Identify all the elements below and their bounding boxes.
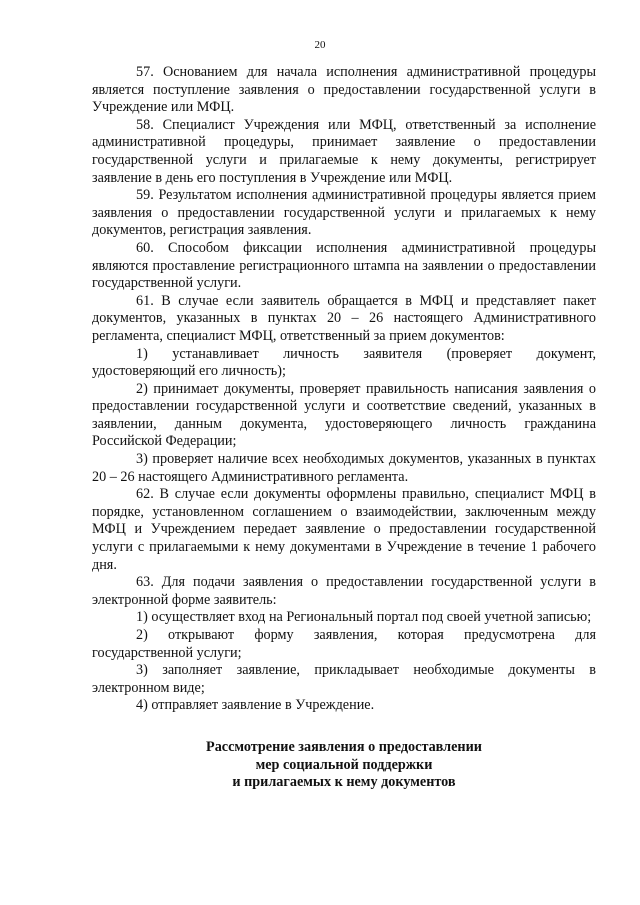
list-item-61-1: 1) устанавливает личность заявителя (проверяет документ, удостоверяющий его личность);: [92, 345, 596, 380]
list-item-63-3: 3) заполняет заявление, прикладывает необходимые документы в электронном виде;: [92, 662, 596, 696]
list-item-61-3: 3) проверяет наличие всех необходимых документов, указанных в пунктах 20 – 26 настоящего Административного регламента.: [92, 451, 596, 485]
paragraph-61: 61. В случае если заявитель обращается в МФЦ и представляет пакет документов, указанных в пунктах 20 – 26 настоящего Административного регламента, специалист МФЦ, ответственный за прием документов:: [92, 292, 596, 344]
section-heading-line-2: мер социальной поддержки: [255, 756, 433, 773]
paragraph-63: 63. Для подачи заявления о предоставлении государственной услуги в электронной форме заявитель:: [92, 574, 596, 608]
list-item-63-1: 1) осуществляет вход на Региональный портал под своей учетной записью;: [136, 609, 592, 626]
section-heading: [92, 739, 596, 792]
list-item-63-4: 4) отправляет заявление в Учреждение.: [136, 697, 375, 714]
page-number: 20: [314, 39, 326, 51]
paragraph-57: 57. Основанием для начала исполнения административной процедуры является поступление заявления о предоставлении государственной услуги в Учреждение или МФЦ.: [92, 64, 596, 116]
paragraph-58: 58. Специалист Учреждения или МФЦ, ответственный за исполнение административной процедуры, принимает заявление о предоставлении государственной услуги и прилагаемые к нему документы, регистрирует заявление в день его поступления в Учреждение или МФЦ.: [92, 116, 596, 186]
list-item-63-2: 2) открывают форму заявления, которая предусмотрена для государственной услуги;: [92, 627, 596, 661]
list-item-61-2: 2) принимает документы, проверяет правильность написания заявления о предоставлении государственной услуги и соответствие сведений, указанных в заявлении, данным документа, удостоверяющего личность гражданина Российской Федерации;: [92, 380, 596, 450]
paragraph-59: 59. Результатом исполнения административной процедуры является прием заявления о предоставлении государственной услуги и прилагаемых к нему документов, регистрация заявления.: [92, 187, 596, 239]
document-body: [92, 64, 596, 792]
section-heading-line-1: Рассмотрение заявления о предоставлении: [206, 738, 482, 755]
section-heading-line-3: и прилагаемых к нему документов: [232, 774, 456, 791]
paragraph-60: 60. Способом фиксации исполнения административной процедуры являются проставление регистрационного штампа на заявлении о предоставлении государственной услуги.: [92, 239, 596, 292]
paragraph-62: 62. В случае если документы оформлены правильно, специалист МФЦ в порядке, установленном соглашением о взаимодействии, заключенным между МФЦ и Учреждением передает заявление о предоставлении государственной услуги с прилагаемыми к нему документами в Учреждение в течение 1 рабочего дня.: [92, 486, 596, 573]
